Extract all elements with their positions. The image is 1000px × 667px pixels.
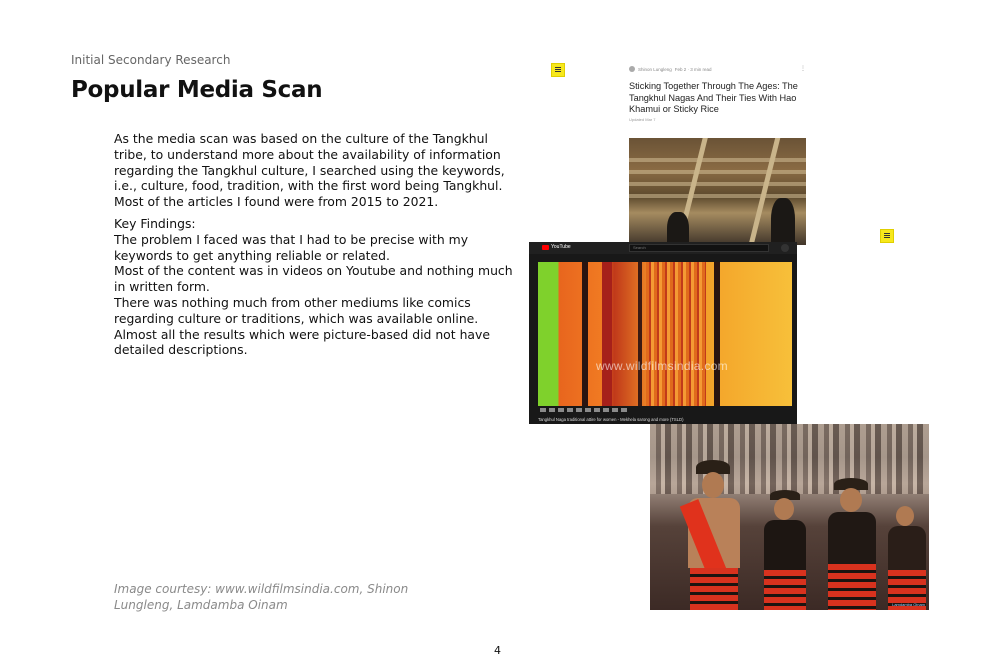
- fabric-stripe: [582, 262, 588, 406]
- control-icon: [603, 408, 609, 412]
- video-watermark: www.wildfilmsindia.com: [596, 359, 728, 373]
- youtube-logo: [542, 244, 571, 250]
- control-icon: [621, 408, 627, 412]
- control-icon: [576, 408, 582, 412]
- sticky-note-icon[interactable]: [551, 63, 565, 77]
- person-figure: [771, 198, 795, 245]
- image-courtesy-caption: Image courtesy: www.wildfilmsindia.com, Shinon Lungleng, Lamdamba Oinam: [114, 582, 409, 612]
- video-frame: [538, 262, 792, 406]
- plank: [629, 158, 806, 162]
- youtube-header: [529, 242, 797, 254]
- sticky-rice-photo: [629, 138, 806, 245]
- key-findings-title: Key Findings:: [114, 215, 196, 231]
- body-text: [114, 131, 524, 358]
- control-icon: [549, 408, 555, 412]
- intro-paragraph: As the media scan was based on the culture of the Tangkhul tribe, to understand more about the availability of information regarding the Tangkhul culture, I searched using the keywords, i.e., culture, food, tradition, with the first word being Tangkhul. Most of the articles I found were from 2015 to 2021.: [114, 131, 505, 210]
- youtube-search-input: Search: [629, 244, 769, 252]
- fabric-stripe: [714, 262, 720, 406]
- youtube-screenshot: [529, 242, 797, 424]
- page-title: Popular Media Scan: [71, 77, 323, 103]
- player-controls: [538, 406, 792, 414]
- head: [702, 472, 724, 498]
- skirt: [690, 568, 738, 610]
- head: [840, 488, 862, 512]
- control-icon: [585, 408, 591, 412]
- control-icon: [594, 408, 600, 412]
- page-number: 4: [494, 644, 501, 657]
- fabric-stripe: [638, 262, 642, 406]
- torso: [764, 520, 806, 570]
- more-menu-icon: ⋮: [800, 66, 806, 72]
- control-icon: [540, 408, 546, 412]
- festival-photo: [650, 424, 929, 610]
- skirt: [764, 570, 806, 610]
- finding-item: Almost all the results which were picture-based did not have detailed descriptions.: [114, 326, 490, 358]
- key-findings: [114, 216, 524, 358]
- control-icon: [558, 408, 564, 412]
- control-icon: [612, 408, 618, 412]
- article-meta: [629, 66, 712, 72]
- dancer-figure: [886, 500, 928, 610]
- video-caption: Tangkhul Naga traditional attire for women - Mekhela sarong and more (TSLD): [538, 417, 684, 422]
- fabric-stripe: [602, 262, 612, 406]
- finding-item: Most of the content was in videos on Youtube and nothing much in written form.: [114, 263, 513, 295]
- author-avatar: [629, 66, 635, 72]
- youtube-play-icon: [542, 245, 549, 250]
- article-date: Feb 2 · 3 min read: [674, 66, 712, 72]
- head: [774, 498, 794, 520]
- mic-icon: [781, 244, 789, 252]
- person-figure: [667, 212, 689, 245]
- fabric-pattern: [646, 262, 706, 406]
- article-screenshot: [620, 60, 820, 245]
- finding-item: The problem I faced was that I had to be precise with my keywords to get anything reliable or related.: [114, 231, 469, 263]
- dancer-figure: [680, 460, 750, 610]
- article-title: Sticking Together Through The Ages: The Tangkhul Nagas And Their Ties With Hao Khamui or Sticky Rice: [629, 81, 798, 114]
- article-updated: Updated Mar 7: [629, 117, 656, 122]
- sticky-note-icon[interactable]: [880, 229, 894, 243]
- torso: [888, 526, 926, 570]
- skirt: [828, 564, 876, 610]
- torso: [828, 512, 876, 564]
- plank: [629, 170, 806, 174]
- plank: [629, 182, 806, 186]
- dancer-figure: [758, 490, 814, 610]
- head: [896, 506, 914, 526]
- article-author: Shinon Lungleng: [638, 66, 672, 72]
- dancer-figure: [822, 478, 882, 610]
- control-icon: [567, 408, 573, 412]
- photo-credit: Lamdamba Oinam: [892, 602, 925, 607]
- section-label: Initial Secondary Research: [71, 53, 231, 67]
- finding-item: There was nothing much from other mediums like comics regarding culture or traditions, which was available online.: [114, 294, 479, 326]
- youtube-logo-text: YouTube: [551, 244, 571, 250]
